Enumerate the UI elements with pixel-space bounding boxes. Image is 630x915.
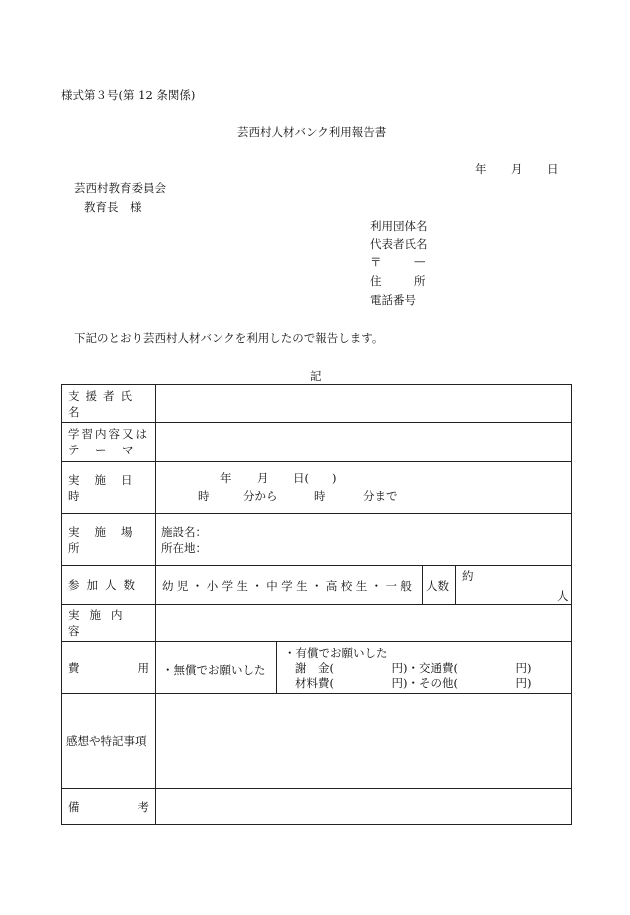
learning-field[interactable] xyxy=(156,423,571,461)
fee-line: 謝 金( 円)・交通費( 円) xyxy=(295,661,532,675)
place-label: 実施場所 xyxy=(62,514,156,565)
facility-label: 施設名： xyxy=(161,525,207,539)
divider xyxy=(422,566,423,604)
dt-day: 日( ) xyxy=(293,471,337,485)
cost-label xyxy=(62,642,156,693)
content-label: 実施内容 xyxy=(62,605,156,641)
learning-label-line2: テ ー マ xyxy=(68,443,136,457)
dt-year: 年 xyxy=(220,471,232,485)
date-year: 年 xyxy=(475,162,487,176)
materials-line: 材料費( 円)・その他( 円) xyxy=(295,676,532,690)
datetime-field[interactable] xyxy=(156,462,571,513)
date-day: 日 xyxy=(547,162,559,176)
count-label: 人数 xyxy=(426,579,449,593)
row-datetime xyxy=(62,461,571,513)
paid-option[interactable]: ・有償でお願いした xyxy=(284,646,388,660)
row-supporter xyxy=(62,385,571,422)
recipient-title: 教育長 様 xyxy=(84,200,142,214)
supporter-field[interactable] xyxy=(156,385,571,422)
remarks-label xyxy=(62,789,156,824)
remarks-label-b: 考 xyxy=(137,799,149,814)
cost-label-a: 費 xyxy=(68,660,80,675)
supporter-label: 支援者氏名 xyxy=(62,385,156,422)
report-form-table xyxy=(61,384,572,825)
row-place xyxy=(62,513,571,565)
cost-label-b: 用 xyxy=(137,660,149,675)
row-impressions xyxy=(62,693,571,788)
impressions-field[interactable] xyxy=(156,694,571,788)
postal-mark: 〒 xyxy=(370,255,382,269)
approx-label: 約 xyxy=(462,569,474,583)
date-month: 月 xyxy=(511,162,523,176)
form-number: 様式第３号(第 12 条関係) xyxy=(61,88,196,102)
dt-hour: 時 xyxy=(198,489,210,503)
person-unit: 人 xyxy=(557,589,569,603)
row-participants xyxy=(62,565,571,604)
cost-field xyxy=(156,642,571,693)
address-label-a: 住 xyxy=(370,274,382,288)
group-name-label: 利用団体名 xyxy=(370,219,428,233)
participants-label: 参加人数 xyxy=(62,566,156,604)
place-field[interactable] xyxy=(156,514,571,565)
dt-from: 分から xyxy=(243,489,278,503)
dt-hour2: 時 xyxy=(314,489,326,503)
content-field[interactable] xyxy=(156,605,571,641)
recipient-org: 芸西村教育委員会 xyxy=(74,181,166,195)
row-learning xyxy=(62,422,571,461)
free-option[interactable]: ・無償でお願いした xyxy=(162,663,266,677)
divider xyxy=(276,642,277,693)
row-remarks xyxy=(62,788,571,824)
document-title: 芸西村人材バンク利用報告書 xyxy=(237,125,387,139)
postal-dash: — xyxy=(414,254,426,268)
remarks-label-a: 備 xyxy=(68,799,80,814)
location-label: 所在地： xyxy=(161,541,207,555)
dt-month: 月 xyxy=(257,471,269,485)
row-cost xyxy=(62,641,571,693)
impressions-label: 感想や特記事項 xyxy=(62,694,156,788)
learning-label xyxy=(62,423,156,461)
intro-text: 下記のとおり芸西村人材バンクを利用したので報告します。 xyxy=(74,331,384,345)
row-content xyxy=(62,604,571,641)
dt-until: 分まで xyxy=(363,489,398,503)
address-label-b: 所 xyxy=(414,274,426,288)
divider xyxy=(455,566,456,604)
learning-label-line1: 学習内容又は xyxy=(68,427,149,441)
phone-label: 電話番号 xyxy=(370,293,416,307)
participants-field xyxy=(156,566,571,604)
remarks-field[interactable] xyxy=(156,789,571,824)
participant-categories[interactable]: 幼児・小学生・中学生・高校生・一般 xyxy=(162,579,416,593)
representative-label: 代表者氏名 xyxy=(370,237,428,251)
ki-heading: 記 xyxy=(310,369,322,383)
datetime-label: 実施日時 xyxy=(62,462,156,513)
